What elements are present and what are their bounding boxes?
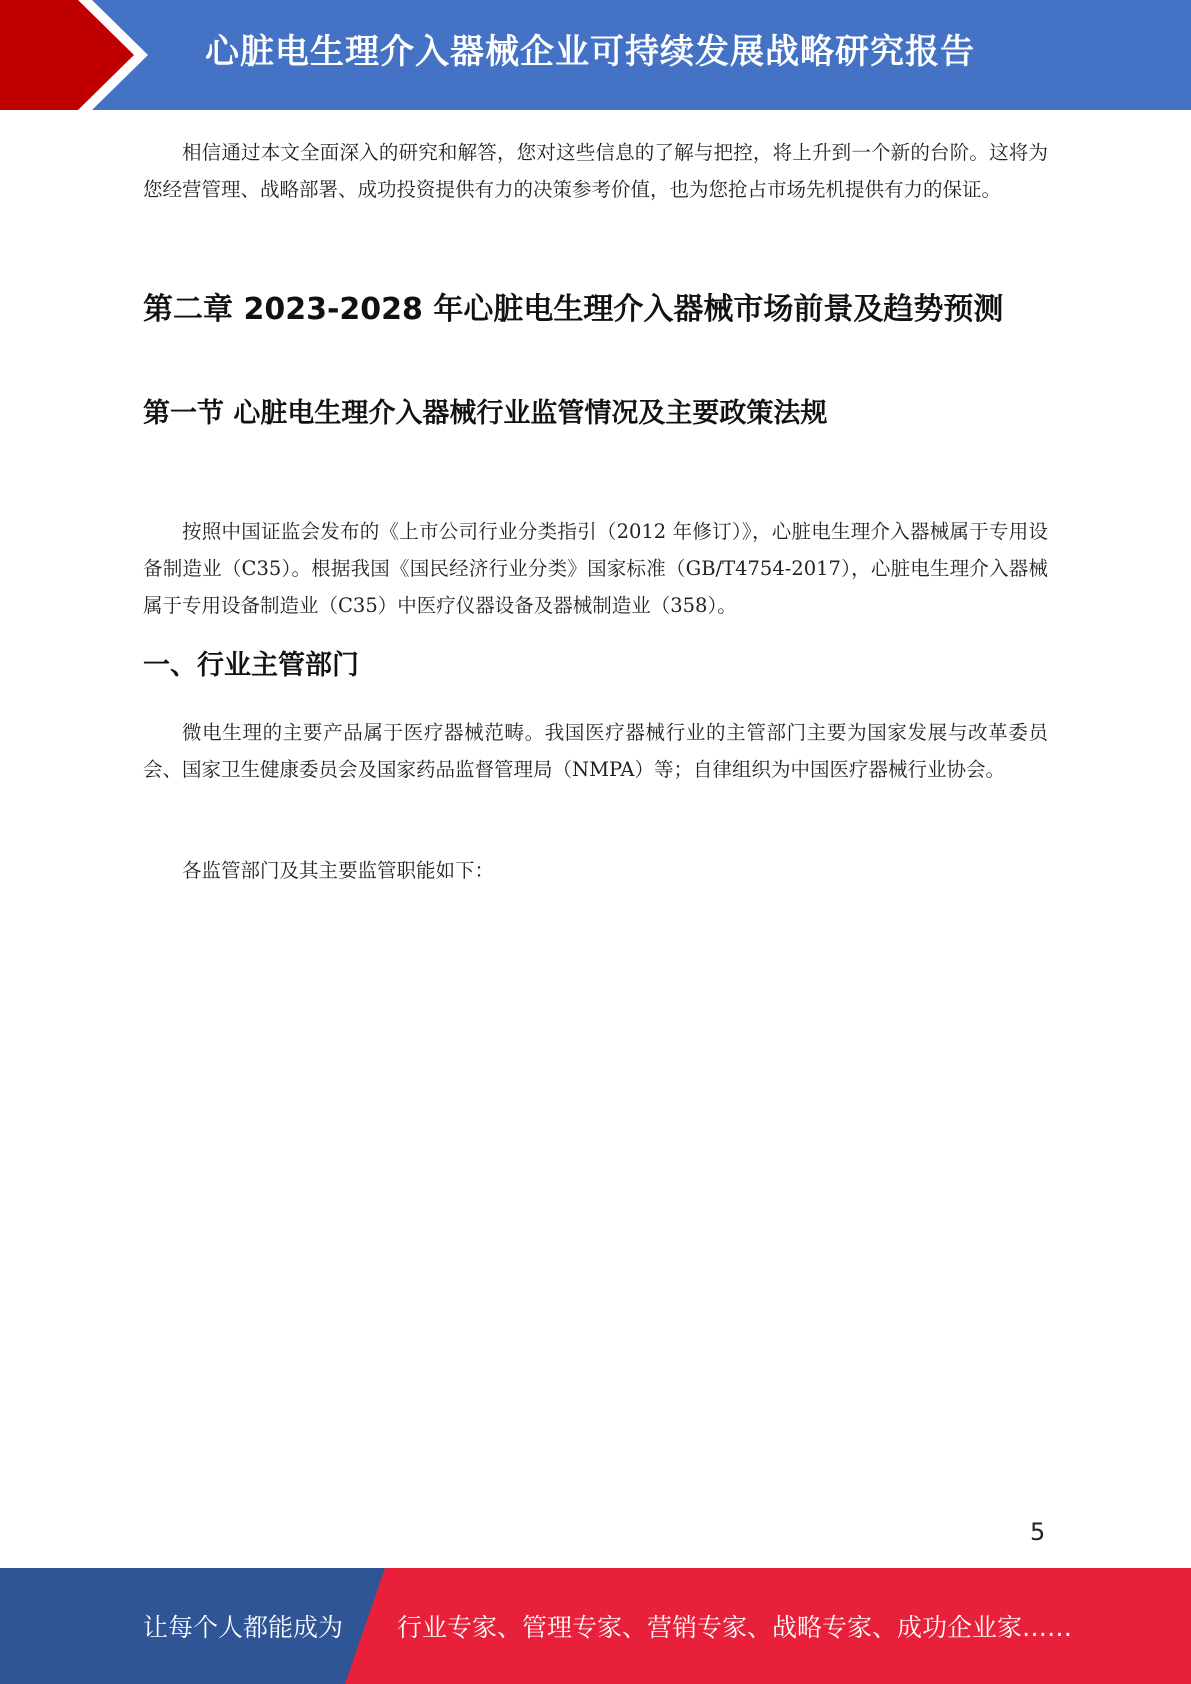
footer-slogan-left: 让每个人都能成为	[143, 1613, 344, 1642]
subsection-block-2	[143, 852, 1048, 889]
subsection-paragraph-2: 各监管部门及其主要监管职能如下：	[182, 859, 495, 882]
subsection-paragraph-1: 微电生理的主要产品属于医疗器械范畴。我国医疗器械行业的主管部门主要为国家发展与改革委员会、国家卫生健康委员会及国家药品监督管理局（NMPA）等；自律组织为中国医疗器械行业协会。	[143, 721, 1048, 781]
header-bar	[0, 0, 1191, 110]
intro-paragraph: 相信通过本文全面深入的研究和解答，您对这些信息的了解与把控，将上升到一个新的台阶。这将为您经营管理、战略部署、成功投资提供有力的决策参考价值，也为您抢占市场先机提供有力的保证。	[143, 141, 1048, 201]
subsection-title: 一、行业主管部门	[143, 650, 359, 681]
header-arrow-decoration	[0, 0, 160, 110]
report-title: 心脏电生理介入器械企业可持续发展战略研究报告	[205, 32, 975, 72]
section-title: 第一节 心脏电生理介入器械行业监管情况及主要政策法规	[143, 398, 828, 429]
section-block	[143, 513, 1048, 624]
intro-block	[143, 134, 1048, 208]
subsection-block	[143, 714, 1048, 788]
section-paragraph: 按照中国证监会发布的《上市公司行业分类指引（2012 年修订）》，心脏电生理介入器械属于专用设备制造业（C35）。根据我国《国民经济行业分类》国家标准（GB/T4754-2017），心脏电生理介入器械属于专用设备制造业（C35）中医疗仪器设备及器械制造业（358）。	[143, 520, 1048, 617]
footer-banner	[0, 1568, 1191, 1684]
chapter-title: 第二章 2023-2028 年心脏电生理介入器械市场前景及趋势预测	[143, 292, 1004, 327]
footer-slogan-right: 行业专家、管理专家、营销专家、战略专家、成功企业家……	[397, 1613, 1073, 1642]
page-number: 5	[1030, 1518, 1046, 1546]
